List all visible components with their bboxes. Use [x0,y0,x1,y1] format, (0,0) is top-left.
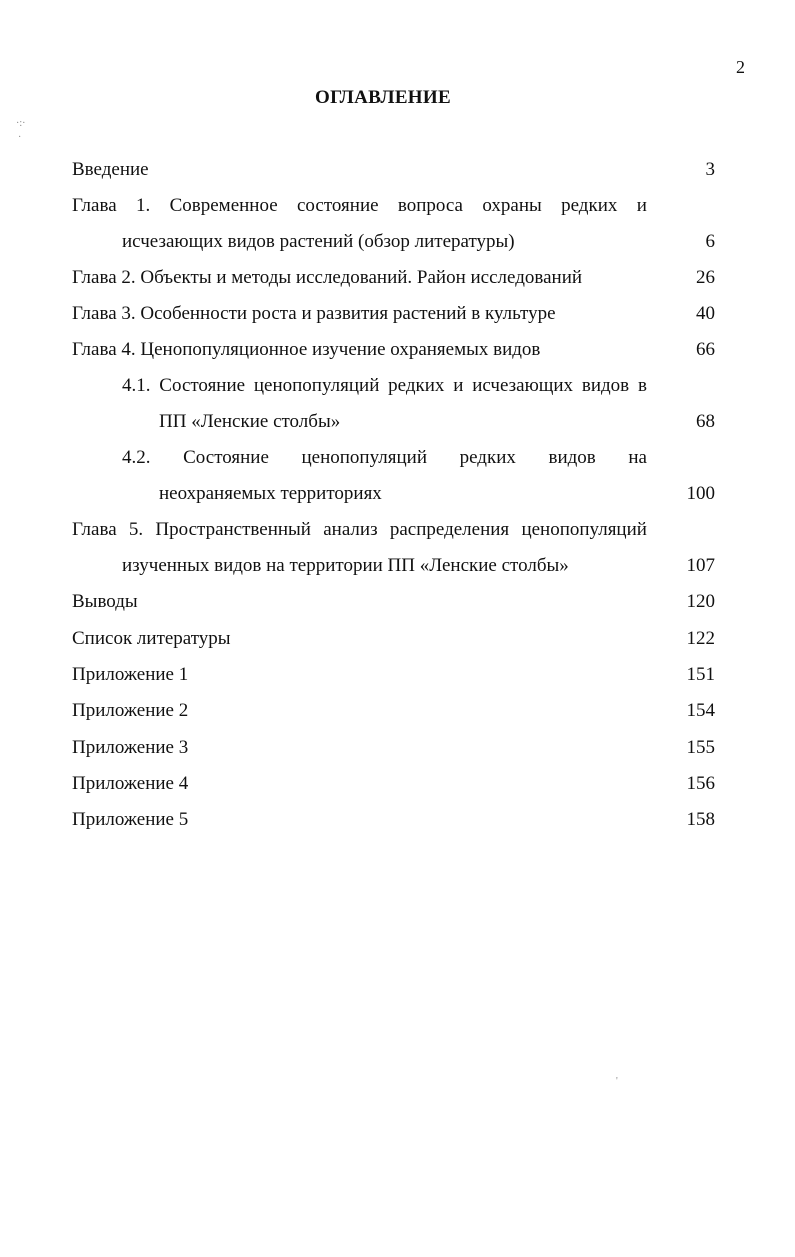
toc-page-chapter-5: 107 [686,555,715,576]
word: Состояние [183,447,269,468]
word: ценопопуляций [301,447,427,468]
word: Глава [72,195,117,216]
toc-entry-references: Список литературы [72,628,231,649]
word: видов [581,375,630,396]
toc-entry-section-4-2-cont: неохраняемых территориях [159,483,382,504]
toc-page-chapter-2: 26 [696,267,715,288]
word: распределения [389,519,510,540]
toc-entry-appendix-5: Приложение 5 [72,809,189,830]
word: состояние [297,195,379,216]
word: редких [561,195,618,216]
word: видов [548,447,596,468]
page-title: ОГЛАВЛЕНИЕ [315,87,451,108]
word: вопроса [397,195,463,216]
toc-entry-appendix-4: Приложение 4 [72,773,189,794]
word: исчезающих [472,375,574,396]
word: редких [388,375,445,396]
word: и [636,195,647,216]
word: 4.2. [122,447,151,468]
toc-entry-section-4-2 [122,447,647,469]
toc-entry-chapter-2: Глава 2. Объекты и методы исследований. Район исследований [72,267,583,288]
toc-page-section-4-1: 68 [696,411,715,432]
toc-page-intro: 3 [705,159,715,180]
word: ценопопуляций [253,375,380,396]
word: и [453,375,464,396]
toc-page-appendix-3: 155 [686,737,715,758]
scan-speck: ' [616,1076,618,1087]
word: анализ [323,519,378,540]
page-number: 2 [736,57,745,77]
toc-page-references: 122 [686,628,715,649]
toc-entry-chapter-5 [72,519,647,541]
toc-page-chapter-4: 66 [696,339,715,360]
word: ценопопуляций [521,519,647,540]
toc-entry-chapter-1 [72,195,647,217]
word: редких [459,447,516,468]
toc-page-appendix-5: 158 [686,809,715,830]
toc-entry-intro: Введение [72,159,149,180]
word: в [637,375,647,396]
toc-entry-chapter-5-cont: изученных видов на территории ПП «Ленские столбы» [122,555,569,576]
toc-page-appendix-4: 156 [686,773,715,794]
toc-page-appendix-2: 154 [686,700,715,721]
toc-entry-chapter-1-cont: исчезающих видов растений (обзор литературы) [122,231,515,252]
toc-page-chapter-1: 6 [705,231,715,252]
word: 4.1. [122,375,151,396]
toc-entry-conclusions: Выводы [72,591,138,612]
toc-entry-appendix-2: Приложение 2 [72,700,189,721]
scan-speck: ·:· [16,118,26,129]
word: Состояние [159,375,246,396]
word: 5. [128,519,144,540]
toc-page-section-4-2: 100 [686,483,715,504]
toc-entry-chapter-4: Глава 4. Ценопопуляционное изучение охраняемых видов [72,339,541,360]
toc-entry-appendix-1: Приложение 1 [72,664,189,685]
word: на [628,447,647,468]
word: Глава [72,519,117,540]
word: Современное [169,195,278,216]
toc-entry-section-4-1-cont: ПП «Ленские столбы» [159,411,341,432]
word: 1. [135,195,151,216]
word: охраны [482,195,542,216]
word: Пространственный [155,519,311,540]
toc-page-conclusions: 120 [686,591,715,612]
toc-entry-appendix-3: Приложение 3 [72,737,189,758]
toc-entry-section-4-1 [122,375,647,397]
toc-page-chapter-3: 40 [696,303,715,324]
toc-page-appendix-1: 151 [686,664,715,685]
scan-speck: · [18,132,22,143]
toc-entry-chapter-3: Глава 3. Особенности роста и развития растений в культуре [72,303,556,324]
